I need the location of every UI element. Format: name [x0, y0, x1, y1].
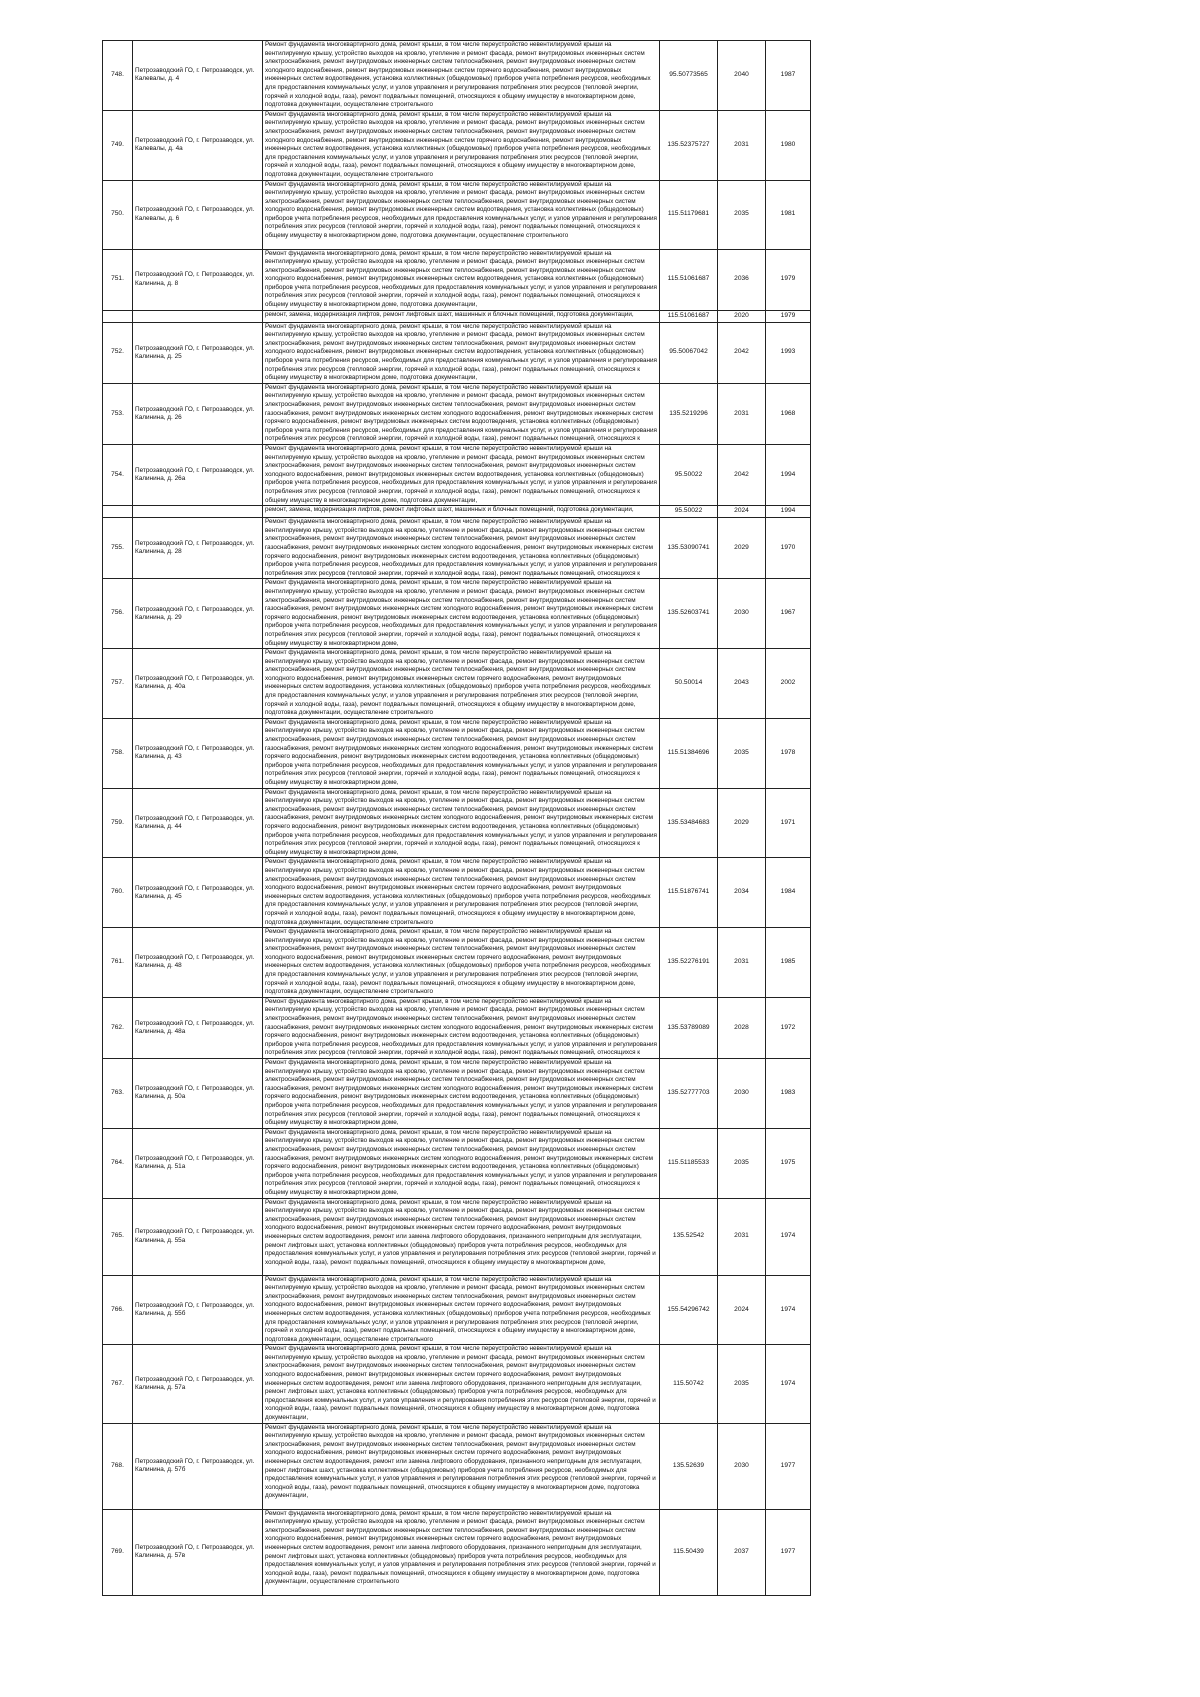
work-description-cell	[263, 858, 660, 928]
planned-year-cell: 2031	[718, 1198, 766, 1275]
construction-year-cell: 1972	[766, 997, 811, 1058]
planned-year-cell: 2042	[718, 445, 766, 506]
work-description-text: Ремонт фундамента многоквартирного дома, ремонт крыши, в том числе переустройство невентилируемой крыши на вентилируемую крышу, устройство выходов на кровлю, утепление и ремонт фасада, ремонт внутридомовых инженерных систем электроснабжения, ремонт внутридомовых инженерных систем теплоснабжения, ремонт внутридомовых инженерных систем холодного водоснабжения, ремонт внутридомовых инженерных систем горячего водоснабжения, ремонт внутридомовых инженерных систем водоотведения, ремонт или замена лифтового оборудования, признанного непригодным для эксплуатации, ремонт лифтовых шахт, установка коллективных (общедомовых) приборов учета потребления ресурсов, необходимых для предоставления коммунальных услуг, и узлов управления и регулирования потребления этих ресурсов (тепловой энергии, горячей и холодной воды, газа), ремонт подвальных помещений, относящихся к общему имуществу в многоквартирном доме, подготовка документации,	[265, 1423, 656, 1500]
address-cell: Петрозаводский ГО, г. Петрозаводск, ул. Калинина, д. 29	[133, 579, 263, 649]
work-description-cell	[263, 1275, 660, 1345]
work-description-text: Ремонт фундамента многоквартирного дома, ремонт крыши, в том числе переустройство невентилируемой крыши на вентилируемую крышу, устройство выходов на кровлю, утепление и ремонт фасада, ремонт внутридомовых инженерных систем электроснабжения, ремонт внутридомовых инженерных систем теплоснабжения, ремонт внутридомовых инженерных систем холодного водоснабжения, ремонт внутридомовых инженерных систем горячего водоснабжения, ремонт внутридомовых инженерных систем водоотведения, установка коллективных (общедомовых) приборов учета потребления ресурсов, необходимых для предоставления коммунальных услуг, и узлов управления и регулирования потребления этих ресурсов (тепловой энергии, горячей и холодной воды, газа), ремонт подвальных помещений, относящихся к общему имуществу в многоквартирном доме, подготовка документации, осуществление строительного	[265, 41, 651, 109]
construction-year-cell: 1985	[766, 928, 811, 998]
table-row	[103, 383, 811, 444]
work-description-cell	[263, 506, 660, 518]
cost-cell: 135.52639	[660, 1423, 718, 1509]
table-body	[103, 41, 811, 1596]
table-row	[103, 788, 811, 858]
address-cell: Петрозаводский ГО, г. Петрозаводск, ул. Калинина, д. 26а	[133, 445, 263, 506]
cost-cell: 95.50067042	[660, 322, 718, 383]
construction-year-cell: 1993	[766, 322, 811, 383]
cost-cell: 155.54296742	[660, 1275, 718, 1345]
construction-year-cell: 1987	[766, 41, 811, 111]
work-description-cell	[263, 788, 660, 858]
work-description-text: ремонт, замена, модернизация лифтов, ремонт лифтовых шахт, машинных и блочных помещений, подготовка документации,	[265, 310, 634, 318]
table-row	[103, 858, 811, 928]
work-description-cell	[263, 445, 660, 506]
row-number-cell: 757.	[103, 649, 133, 719]
work-description-cell	[263, 579, 660, 649]
construction-year-cell: 2002	[766, 649, 811, 719]
work-description-text: Ремонт фундамента многоквартирного дома, ремонт крыши, в том числе переустройство невентилируемой крыши на вентилируемую крышу, устройство выходов на кровлю, утепление и ремонт фасада, ремонт внутридомовых инженерных систем электроснабжения, ремонт внутридомовых инженерных систем теплоснабжения, ремонт внутридомовых инженерных систем газоснабжения, ремонт внутридомовых инженерных систем холодного водоснабжения, ремонт внутридомовых инженерных систем горячего водоснабжения, ремонт внутридомовых инженерных систем водоотведения, установка коллективных (общедомовых) приборов учета потребления ресурсов, необходимых для предоставления коммунальных услуг, и узлов управления и регулирования потребления этих ресурсов (тепловой энергии, горячей и холодной воды, газа), ремонт подвальных помещений, относящихся к общему имуществу в многоквартирном доме,	[265, 788, 657, 856]
row-number-cell	[103, 310, 133, 322]
planned-year-cell: 2043	[718, 649, 766, 719]
cost-cell: 135.52542	[660, 1198, 718, 1275]
work-description-cell	[263, 41, 660, 111]
table-row	[103, 1198, 811, 1275]
work-description-cell	[263, 310, 660, 322]
address-cell: Петрозаводский ГО, г. Петрозаводск, ул. Калевалы, д. 4	[133, 41, 263, 111]
address-cell: Петрозаводский ГО, г. Петрозаводск, ул. Калинина, д. 26	[133, 383, 263, 444]
work-description-cell	[263, 383, 660, 444]
cost-cell: 95.50022	[660, 445, 718, 506]
construction-year-cell: 1994	[766, 445, 811, 506]
row-number-cell: 760.	[103, 858, 133, 928]
planned-year-cell: 2037	[718, 1509, 766, 1595]
planned-year-cell: 2031	[718, 383, 766, 444]
address-cell: Петрозаводский ГО, г. Петрозаводск, ул. Калинина, д. 48	[133, 928, 263, 998]
work-description-text: Ремонт фундамента многоквартирного дома, ремонт крыши, в том числе переустройство невентилируемой крыши на вентилируемую крышу, устройство выходов на кровлю, утепление и ремонт фасада, ремонт внутридомовых инженерных систем электроснабжения, ремонт внутридомовых инженерных систем теплоснабжения, ремонт внутридомовых инженерных систем газоснабжения, ремонт внутридомовых инженерных систем холодного водоснабжения, ремонт внутридомовых инженерных систем горячего водоснабжения, ремонт внутридомовых инженерных систем водоотведения, установка коллективных (общедомовых) приборов учета потребления ресурсов, необходимых для предоставления коммунальных услуг, и узлов управления и регулирования потребления этих ресурсов (тепловой энергии, горячей и холодной воды, газа), ремонт подвальных помещений, относящихся к общему имуществу в многоквартирном доме,	[265, 1059, 657, 1127]
planned-year-cell: 2029	[718, 518, 766, 579]
work-description-cell	[263, 110, 660, 180]
work-description-cell	[263, 718, 660, 788]
row-number-cell: 762.	[103, 997, 133, 1058]
row-number-cell: 751.	[103, 249, 133, 310]
row-number-cell: 768.	[103, 1423, 133, 1509]
row-number-cell: 767.	[103, 1345, 133, 1423]
planned-year-cell: 2035	[718, 1345, 766, 1423]
work-description-cell	[263, 1059, 660, 1129]
address-cell: Петрозаводский ГО, г. Петрозаводск, ул. Калинина, д. 50а	[133, 1059, 263, 1129]
row-number-cell: 758.	[103, 718, 133, 788]
table-row	[103, 579, 811, 649]
table-row	[103, 445, 811, 506]
row-number-cell: 750.	[103, 180, 133, 249]
work-description-text: Ремонт фундамента многоквартирного дома, ремонт крыши, в том числе переустройство невентилируемой крыши на вентилируемую крышу, устройство выходов на кровлю, утепление и ремонт фасада, ремонт внутридомовых инженерных систем электроснабжения, ремонт внутридомовых инженерных систем теплоснабжения, ремонт внутридомовых инженерных систем холодного водоснабжения, ремонт внутридомовых инженерных систем водоотведения, установка коллективных (общедомовых) приборов учета потребления ресурсов, необходимых для предоставления коммунальных услуг, и узлов управления и регулирования потребления этих ресурсов (тепловой энергии, горячей и холодной воды, газа), ремонт подвальных помещений, относящихся к общему имуществу в многоквартирном доме, подготовка документации, осуществление строительного	[265, 180, 657, 240]
construction-year-cell: 1967	[766, 579, 811, 649]
construction-year-cell: 1981	[766, 180, 811, 249]
planned-year-cell: 2030	[718, 579, 766, 649]
work-description-text: Ремонт фундамента многоквартирного дома, ремонт крыши, в том числе переустройство невентилируемой крыши на вентилируемую крышу, устройство выходов на кровлю, утепление и ремонт фасада, ремонт внутридомовых инженерных систем электроснабжения, ремонт внутридомовых инженерных систем теплоснабжения, ремонт внутридомовых инженерных систем газоснабжения, ремонт внутридомовых инженерных систем холодного водоснабжения, ремонт внутридомовых инженерных систем горячего водоснабжения, ремонт внутридомовых инженерных систем водоотведения, установка коллективных (общедомовых) приборов учета потребления ресурсов, необходимых для предоставления коммунальных услуг, и узлов управления и регулирования потребления этих ресурсов (тепловой энергии, горячей и холодной воды, газа), ремонт подвальных помещений, относящихся к	[265, 518, 657, 577]
table-row	[103, 1509, 811, 1595]
row-number-cell: 765.	[103, 1198, 133, 1275]
table-row	[103, 506, 811, 518]
address-cell: Петрозаводский ГО, г. Петрозаводск, ул. Калинина, д. 55а	[133, 1198, 263, 1275]
cost-cell: 115.51061687	[660, 249, 718, 310]
construction-year-cell: 1984	[766, 858, 811, 928]
planned-year-cell: 2020	[718, 310, 766, 322]
work-description-text: Ремонт фундамента многоквартирного дома, ремонт крыши, в том числе переустройство невентилируемой крыши на вентилируемую крышу, устройство выходов на кровлю, утепление и ремонт фасада, ремонт внутридомовых инженерных систем электроснабжения, ремонт внутридомовых инженерных систем теплоснабжения, ремонт внутридомовых инженерных систем холодного водоснабжения, ремонт внутридомовых инженерных систем горячего водоснабжения, ремонт внутридомовых инженерных систем водоотведения, ремонт или замена лифтового оборудования, признанного непригодным для эксплуатации, ремонт лифтовых шахт, установка коллективных (общедомовых) приборов учета потребления ресурсов, необходимых для предоставления коммунальных услуг, и узлов управления и регулирования потребления этих ресурсов (тепловой энергии, горячей и холодной воды, газа), ремонт подвальных помещений, относящихся к общему имуществу в многоквартирном доме,	[265, 1198, 656, 1266]
cost-cell: 115.50742	[660, 1345, 718, 1423]
work-description-text: Ремонт фундамента многоквартирного дома, ремонт крыши, в том числе переустройство невентилируемой крыши на вентилируемую крышу, устройство выходов на кровлю, утепление и ремонт фасада, ремонт внутридомовых инженерных систем электроснабжения, ремонт внутридомовых инженерных систем теплоснабжения, ремонт внутридомовых инженерных систем холодного водоснабжения, ремонт внутридомовых инженерных систем горячего водоснабжения, ремонт внутридомовых инженерных систем водоотведения, ремонт или замена лифтового оборудования, признанного непригодным для эксплуатации, ремонт лифтовых шахт, установка коллективных (общедомовых) приборов учета потребления ресурсов, необходимых для предоставления коммунальных услуг, и узлов управления и регулирования потребления этих ресурсов (тепловой энергии, горячей и холодной воды, газа), ремонт подвальных помещений, относящихся к общему имуществу в многоквартирном доме, подготовка документации, осуществление строительного	[265, 1509, 656, 1586]
work-description-text: Ремонт фундамента многоквартирного дома, ремонт крыши, в том числе переустройство невентилируемой крыши на вентилируемую крышу, устройство выходов на кровлю, утепление и ремонт фасада, ремонт внутридомовых инженерных систем электроснабжения, ремонт внутридомовых инженерных систем теплоснабжения, ремонт внутридомовых инженерных систем газоснабжения, ремонт внутридомовых инженерных систем холодного водоснабжения, ремонт внутридомовых инженерных систем горячего водоснабжения, ремонт внутридомовых инженерных систем водоотведения, установка коллективных (общедомовых) приборов учета потребления ресурсов, необходимых для предоставления коммунальных услуг, и узлов управления и регулирования потребления этих ресурсов (тепловой энергии, горячей и холодной воды, газа), ремонт подвальных помещений, относящихся к общему имуществу в многоквартирном доме,	[265, 579, 657, 647]
cost-cell: 115.51384696	[660, 718, 718, 788]
address-cell: Петрозаводский ГО, г. Петрозаводск, ул. Калинина, д. 44	[133, 788, 263, 858]
work-description-text: Ремонт фундамента многоквартирного дома, ремонт крыши, в том числе переустройство невентилируемой крыши на вентилируемую крышу, устройство выходов на кровлю, утепление и ремонт фасада, ремонт внутридомовых инженерных систем электроснабжения, ремонт внутридомовых инженерных систем теплоснабжения, ремонт внутридомовых инженерных систем газоснабжения, ремонт внутридомовых инженерных систем холодного водоснабжения, ремонт внутридомовых инженерных систем горячего водоснабжения, ремонт внутридомовых инженерных систем водоотведения, установка коллективных (общедомовых) приборов учета потребления ресурсов, необходимых для предоставления коммунальных услуг, и узлов управления и регулирования потребления этих ресурсов (тепловой энергии, горячей и холодной воды, газа), ремонт подвальных помещений, относящихся к общему имуществу в многоквартирном доме,	[265, 718, 657, 786]
work-description-cell	[263, 518, 660, 579]
address-cell: Петрозаводский ГО, г. Петрозаводск, ул. Калинина, д. 40а	[133, 649, 263, 719]
construction-year-cell: 1974	[766, 1345, 811, 1423]
work-description-cell	[263, 928, 660, 998]
address-cell: Петрозаводский ГО, г. Петрозаводск, ул. Калинина, д. 8	[133, 249, 263, 310]
table-row	[103, 110, 811, 180]
address-cell: Петрозаводский ГО, г. Петрозаводск, ул. Калинина, д. 55б	[133, 1275, 263, 1345]
row-number-cell: 764.	[103, 1128, 133, 1198]
planned-year-cell: 2028	[718, 997, 766, 1058]
work-description-cell	[263, 1345, 660, 1423]
cost-cell: 135.53484683	[660, 788, 718, 858]
row-number-cell	[103, 506, 133, 518]
cost-cell: 115.51185533	[660, 1128, 718, 1198]
table-row	[103, 1345, 811, 1423]
table-row	[103, 1128, 811, 1198]
table-row	[103, 1059, 811, 1129]
work-description-text: Ремонт фундамента многоквартирного дома, ремонт крыши, в том числе переустройство невентилируемой крыши на вентилируемую крышу, устройство выходов на кровлю, утепление и ремонт фасада, ремонт внутридомовых инженерных систем электроснабжения, ремонт внутридомовых инженерных систем теплоснабжения, ремонт внутридомовых инженерных систем газоснабжения, ремонт внутридомовых инженерных систем холодного водоснабжения, ремонт внутридомовых инженерных систем горячего водоснабжения, ремонт внутридомовых инженерных систем водоотведения, установка коллективных (общедомовых) приборов учета потребления ресурсов, необходимых для предоставления коммунальных услуг, и узлов управления и регулирования потребления этих ресурсов (тепловой энергии, горячей и холодной воды, газа), ремонт подвальных помещений, относящихся к	[265, 383, 657, 443]
construction-year-cell: 1974	[766, 1275, 811, 1345]
planned-year-cell: 2034	[718, 858, 766, 928]
work-description-text: ремонт, замена, модернизация лифтов, ремонт лифтовых шахт, машинных и блочных помещений, подготовка документации,	[265, 506, 634, 514]
table-row	[103, 997, 811, 1058]
cost-cell: 135.52603741	[660, 579, 718, 649]
row-number-cell: 748.	[103, 41, 133, 111]
capital-repair-table	[102, 40, 811, 1596]
row-number-cell: 761.	[103, 928, 133, 998]
cost-cell: 135.5219296	[660, 383, 718, 444]
work-description-text: Ремонт фундамента многоквартирного дома, ремонт крыши, в том числе переустройство невентилируемой крыши на вентилируемую крышу, устройство выходов на кровлю, утепление и ремонт фасада, ремонт внутридомовых инженерных систем электроснабжения, ремонт внутридомовых инженерных систем теплоснабжения, ремонт внутридомовых инженерных систем холодного водоснабжения, ремонт внутридомовых инженерных систем горячего водоснабжения, ремонт внутридомовых инженерных систем водоотведения, установка коллективных (общедомовых) приборов учета потребления ресурсов, необходимых для предоставления коммунальных услуг, и узлов управления и регулирования потребления этих ресурсов (тепловой энергии, горячей и холодной воды, газа), ремонт подвальных помещений, относящихся к общему имуществу в многоквартирном доме, подготовка документации, осуществление строительного	[265, 858, 651, 926]
work-description-cell	[263, 1198, 660, 1275]
planned-year-cell: 2024	[718, 506, 766, 518]
table-row	[103, 518, 811, 579]
construction-year-cell: 1980	[766, 110, 811, 180]
cost-cell: 135.52375727	[660, 110, 718, 180]
construction-year-cell: 1968	[766, 383, 811, 444]
planned-year-cell: 2036	[718, 249, 766, 310]
row-number-cell: 756.	[103, 579, 133, 649]
planned-year-cell: 2030	[718, 1059, 766, 1129]
cost-cell: 95.50773565	[660, 41, 718, 111]
construction-year-cell: 1977	[766, 1423, 811, 1509]
work-description-cell	[263, 322, 660, 383]
construction-year-cell: 1970	[766, 518, 811, 579]
planned-year-cell: 2035	[718, 1128, 766, 1198]
address-cell: Петрозаводский ГО, г. Петрозаводск, ул. Калинина, д. 45	[133, 858, 263, 928]
cost-cell: 135.53789089	[660, 997, 718, 1058]
planned-year-cell: 2035	[718, 180, 766, 249]
cost-cell: 135.53090741	[660, 518, 718, 579]
cost-cell: 135.52276191	[660, 928, 718, 998]
work-description-cell	[263, 180, 660, 249]
address-cell: Петрозаводский ГО, г. Петрозаводск, ул. Калевалы, д. 4а	[133, 110, 263, 180]
row-number-cell: 754.	[103, 445, 133, 506]
work-description-text: Ремонт фундамента многоквартирного дома, ремонт крыши, в том числе переустройство невентилируемой крыши на вентилируемую крышу, устройство выходов на кровлю, утепление и ремонт фасада, ремонт внутридомовых инженерных систем электроснабжения, ремонт внутридомовых инженерных систем теплоснабжения, ремонт внутридомовых инженерных систем холодного водоснабжения, ремонт внутридомовых инженерных систем горячего водоснабжения, ремонт внутридомовых инженерных систем водоотведения, ремонт или замена лифтового оборудования, признанного непригодным для эксплуатации, ремонт лифтовых шахт, установка коллективных (общедомовых) приборов учета потребления ресурсов, необходимых для предоставления коммунальных услуг, и узлов управления и регулирования потребления этих ресурсов (тепловой энергии, горячей и холодной воды, газа), ремонт подвальных помещений, относящихся к общему имуществу в многоквартирном доме, подготовка документации,	[265, 1345, 656, 1422]
work-description-text: Ремонт фундамента многоквартирного дома, ремонт крыши, в том числе переустройство невентилируемой крыши на вентилируемую крышу, устройство выходов на кровлю, утепление и ремонт фасада, ремонт внутридомовых инженерных систем электроснабжения, ремонт внутридомовых инженерных систем теплоснабжения, ремонт внутридомовых инженерных систем холодного водоснабжения, ремонт внутридомовых инженерных систем водоотведения, установка коллективных (общедомовых) приборов учета потребления ресурсов, необходимых для предоставления коммунальных услуг, и узлов управления и регулирования потребления этих ресурсов (тепловой энергии, горячей и холодной воды, газа), ремонт подвальных помещений, относящихся к общему имуществу в многоквартирном доме, подготовка документации,	[265, 322, 657, 382]
row-number-cell: 755.	[103, 518, 133, 579]
planned-year-cell: 2024	[718, 1275, 766, 1345]
cost-cell: 115.50439	[660, 1509, 718, 1595]
address-cell: Петрозаводский ГО, г. Петрозаводск, ул. Калевалы, д. 6	[133, 180, 263, 249]
address-cell: Петрозаводский ГО, г. Петрозаводск, ул. Калинина, д. 48а	[133, 997, 263, 1058]
cost-cell: 95.50022	[660, 506, 718, 518]
row-number-cell: 769.	[103, 1509, 133, 1595]
address-cell	[133, 506, 263, 518]
address-cell	[133, 310, 263, 322]
construction-year-cell: 1975	[766, 1128, 811, 1198]
planned-year-cell: 2035	[718, 718, 766, 788]
document-page	[102, 40, 810, 1596]
work-description-text: Ремонт фундамента многоквартирного дома, ремонт крыши, в том числе переустройство невентилируемой крыши на вентилируемую крышу, устройство выходов на кровлю, утепление и ремонт фасада, ремонт внутридомовых инженерных систем электроснабжения, ремонт внутридомовых инженерных систем теплоснабжения, ремонт внутридомовых инженерных систем холодного водоснабжения, ремонт внутридомовых инженерных систем горячего водоснабжения, ремонт внутридомовых инженерных систем водоотведения, установка коллективных (общедомовых) приборов учета потребления ресурсов, необходимых для предоставления коммунальных услуг, и узлов управления и регулирования потребления этих ресурсов (тепловой энергии, горячей и холодной воды, газа), ремонт подвальных помещений, относящихся к общему имуществу в многоквартирном доме, подготовка документации, осуществление строительного	[265, 649, 651, 717]
planned-year-cell: 2029	[718, 788, 766, 858]
row-number-cell: 766.	[103, 1275, 133, 1345]
planned-year-cell: 2030	[718, 1423, 766, 1509]
construction-year-cell: 1983	[766, 1059, 811, 1129]
construction-year-cell: 1979	[766, 249, 811, 310]
work-description-cell	[263, 1128, 660, 1198]
work-description-cell	[263, 249, 660, 310]
planned-year-cell: 2031	[718, 928, 766, 998]
planned-year-cell: 2040	[718, 41, 766, 111]
address-cell: Петрозаводский ГО, г. Петрозаводск, ул. Калинина, д. 57б	[133, 1423, 263, 1509]
address-cell: Петрозаводский ГО, г. Петрозаводск, ул. Калинина, д. 51а	[133, 1128, 263, 1198]
table-row	[103, 1423, 811, 1509]
construction-year-cell: 1994	[766, 506, 811, 518]
table-row	[103, 41, 811, 111]
work-description-cell	[263, 1509, 660, 1595]
construction-year-cell: 1974	[766, 1198, 811, 1275]
table-row	[103, 180, 811, 249]
row-number-cell: 763.	[103, 1059, 133, 1129]
table-row	[103, 322, 811, 383]
construction-year-cell: 1979	[766, 310, 811, 322]
construction-year-cell: 1978	[766, 718, 811, 788]
cost-cell: 115.51061687	[660, 310, 718, 322]
address-cell: Петрозаводский ГО, г. Петрозаводск, ул. Калинина, д. 25	[133, 322, 263, 383]
construction-year-cell: 1971	[766, 788, 811, 858]
address-cell: Петрозаводский ГО, г. Петрозаводск, ул. Калинина, д. 43	[133, 718, 263, 788]
row-number-cell: 749.	[103, 110, 133, 180]
planned-year-cell: 2042	[718, 322, 766, 383]
cost-cell: 135.52777703	[660, 1059, 718, 1129]
address-cell: Петрозаводский ГО, г. Петрозаводск, ул. Калинина, д. 28	[133, 518, 263, 579]
work-description-cell	[263, 649, 660, 719]
work-description-text: Ремонт фундамента многоквартирного дома, ремонт крыши, в том числе переустройство невентилируемой крыши на вентилируемую крышу, устройство выходов на кровлю, утепление и ремонт фасада, ремонт внутридомовых инженерных систем электроснабжения, ремонт внутридомовых инженерных систем теплоснабжения, ремонт внутридомовых инженерных систем холодного водоснабжения, ремонт внутридомовых инженерных систем водоотведения, установка коллективных (общедомовых) приборов учета потребления ресурсов, необходимых для предоставления коммунальных услуг, и узлов управления и регулирования потребления этих ресурсов (тепловой энергии, горячей и холодной воды, газа), ремонт подвальных помещений, относящихся к общему имуществу в многоквартирном доме, подготовка документации,	[265, 445, 657, 504]
work-description-text: Ремонт фундамента многоквартирного дома, ремонт крыши, в том числе переустройство невентилируемой крыши на вентилируемую крышу, устройство выходов на кровлю, утепление и ремонт фасада, ремонт внутридомовых инженерных систем электроснабжения, ремонт внутридомовых инженерных систем теплоснабжения, ремонт внутридомовых инженерных систем холодного водоснабжения, ремонт внутридомовых инженерных систем горячего водоснабжения, ремонт внутридомовых инженерных систем водоотведения, установка коллективных (общедомовых) приборов учета потребления ресурсов, необходимых для предоставления коммунальных услуг, и узлов управления и регулирования потребления этих ресурсов (тепловой энергии, горячей и холодной воды, газа), ремонт подвальных помещений, относящихся к общему имуществу в многоквартирном доме, подготовка документации, осуществление строительного	[265, 928, 651, 996]
work-description-text: Ремонт фундамента многоквартирного дома, ремонт крыши, в том числе переустройство невентилируемой крыши на вентилируемую крышу, устройство выходов на кровлю, утепление и ремонт фасада, ремонт внутридомовых инженерных систем электроснабжения, ремонт внутридомовых инженерных систем теплоснабжения, ремонт внутридомовых инженерных систем газоснабжения, ремонт внутридомовых инженерных систем холодного водоснабжения, ремонт внутридомовых инженерных систем горячего водоснабжения, ремонт внутридомовых инженерных систем водоотведения, установка коллективных (общедомовых) приборов учета потребления ресурсов, необходимых для предоставления коммунальных услуг, и узлов управления и регулирования потребления этих ресурсов (тепловой энергии, горячей и холодной воды, газа), ремонт подвальных помещений, относящихся к	[265, 997, 657, 1057]
table-row	[103, 310, 811, 322]
row-number-cell: 759.	[103, 788, 133, 858]
row-number-cell: 752.	[103, 322, 133, 383]
work-description-cell	[263, 997, 660, 1058]
construction-year-cell: 1977	[766, 1509, 811, 1595]
row-number-cell: 753.	[103, 383, 133, 444]
work-description-text: Ремонт фундамента многоквартирного дома, ремонт крыши, в том числе переустройство невентилируемой крыши на вентилируемую крышу, устройство выходов на кровлю, утепление и ремонт фасада, ремонт внутридомовых инженерных систем электроснабжения, ремонт внутридомовых инженерных систем теплоснабжения, ремонт внутридомовых инженерных систем газоснабжения, ремонт внутридомовых инженерных систем холодного водоснабжения, ремонт внутридомовых инженерных систем горячего водоснабжения, ремонт внутридомовых инженерных систем водоотведения, установка коллективных (общедомовых) приборов учета потребления ресурсов, необходимых для предоставления коммунальных услуг, и узлов управления и регулирования потребления этих ресурсов (тепловой энергии, горячей и холодной воды, газа), ремонт подвальных помещений, относящихся к общему имуществу в многоквартирном доме,	[265, 1128, 657, 1196]
work-description-text: Ремонт фундамента многоквартирного дома, ремонт крыши, в том числе переустройство невентилируемой крыши на вентилируемую крышу, устройство выходов на кровлю, утепление и ремонт фасада, ремонт внутридомовых инженерных систем электроснабжения, ремонт внутридомовых инженерных систем теплоснабжения, ремонт внутридомовых инженерных систем холодного водоснабжения, ремонт внутридомовых инженерных систем горячего водоснабжения, ремонт внутридомовых инженерных систем водоотведения, установка коллективных (общедомовых) приборов учета потребления ресурсов, необходимых для предоставления коммунальных услуг, и узлов управления и регулирования потребления этих ресурсов (тепловой энергии, горячей и холодной воды, газа), ремонт подвальных помещений, относящихся к общему имуществу в многоквартирном доме, подготовка документации, осуществление строительного	[265, 1275, 651, 1343]
table-row	[103, 649, 811, 719]
work-description-text: Ремонт фундамента многоквартирного дома, ремонт крыши, в том числе переустройство невентилируемой крыши на вентилируемую крышу, устройство выходов на кровлю, утепление и ремонт фасада, ремонт внутридомовых инженерных систем электроснабжения, ремонт внутридомовых инженерных систем теплоснабжения, ремонт внутридомовых инженерных систем холодного водоснабжения, ремонт внутридомовых инженерных систем горячего водоснабжения, ремонт внутридомовых инженерных систем водоотведения, установка коллективных (общедомовых) приборов учета потребления ресурсов, необходимых для предоставления коммунальных услуг, и узлов управления и регулирования потребления этих ресурсов (тепловой энергии, горячей и холодной воды, газа), ремонт подвальных помещений, относящихся к общему имуществу в многоквартирном доме, подготовка документации, осуществление строительного	[265, 110, 651, 178]
cost-cell: 115.51876741	[660, 858, 718, 928]
table-row	[103, 718, 811, 788]
table-row	[103, 249, 811, 310]
table-row	[103, 1275, 811, 1345]
work-description-text: Ремонт фундамента многоквартирного дома, ремонт крыши, в том числе переустройство невентилируемой крыши на вентилируемую крышу, устройство выходов на кровлю, утепление и ремонт фасада, ремонт внутридомовых инженерных систем электроснабжения, ремонт внутридомовых инженерных систем теплоснабжения, ремонт внутридомовых инженерных систем холодного водоснабжения, ремонт внутридомовых инженерных систем водоотведения, установка коллективных (общедомовых) приборов учета потребления ресурсов, необходимых для предоставления коммунальных услуг, и узлов управления и регулирования потребления этих ресурсов (тепловой энергии, горячей и холодной воды, газа), ремонт подвальных помещений, относящихся к общему имуществу в многоквартирном доме, подготовка документации,	[265, 249, 657, 309]
cost-cell: 115.51179681	[660, 180, 718, 249]
address-cell: Петрозаводский ГО, г. Петрозаводск, ул. Калинина, д. 57а	[133, 1345, 263, 1423]
cost-cell: 50.50014	[660, 649, 718, 719]
work-description-cell	[263, 1423, 660, 1509]
planned-year-cell: 2031	[718, 110, 766, 180]
address-cell: Петрозаводский ГО, г. Петрозаводск, ул. Калинина, д. 57в	[133, 1509, 263, 1595]
table-row	[103, 928, 811, 998]
